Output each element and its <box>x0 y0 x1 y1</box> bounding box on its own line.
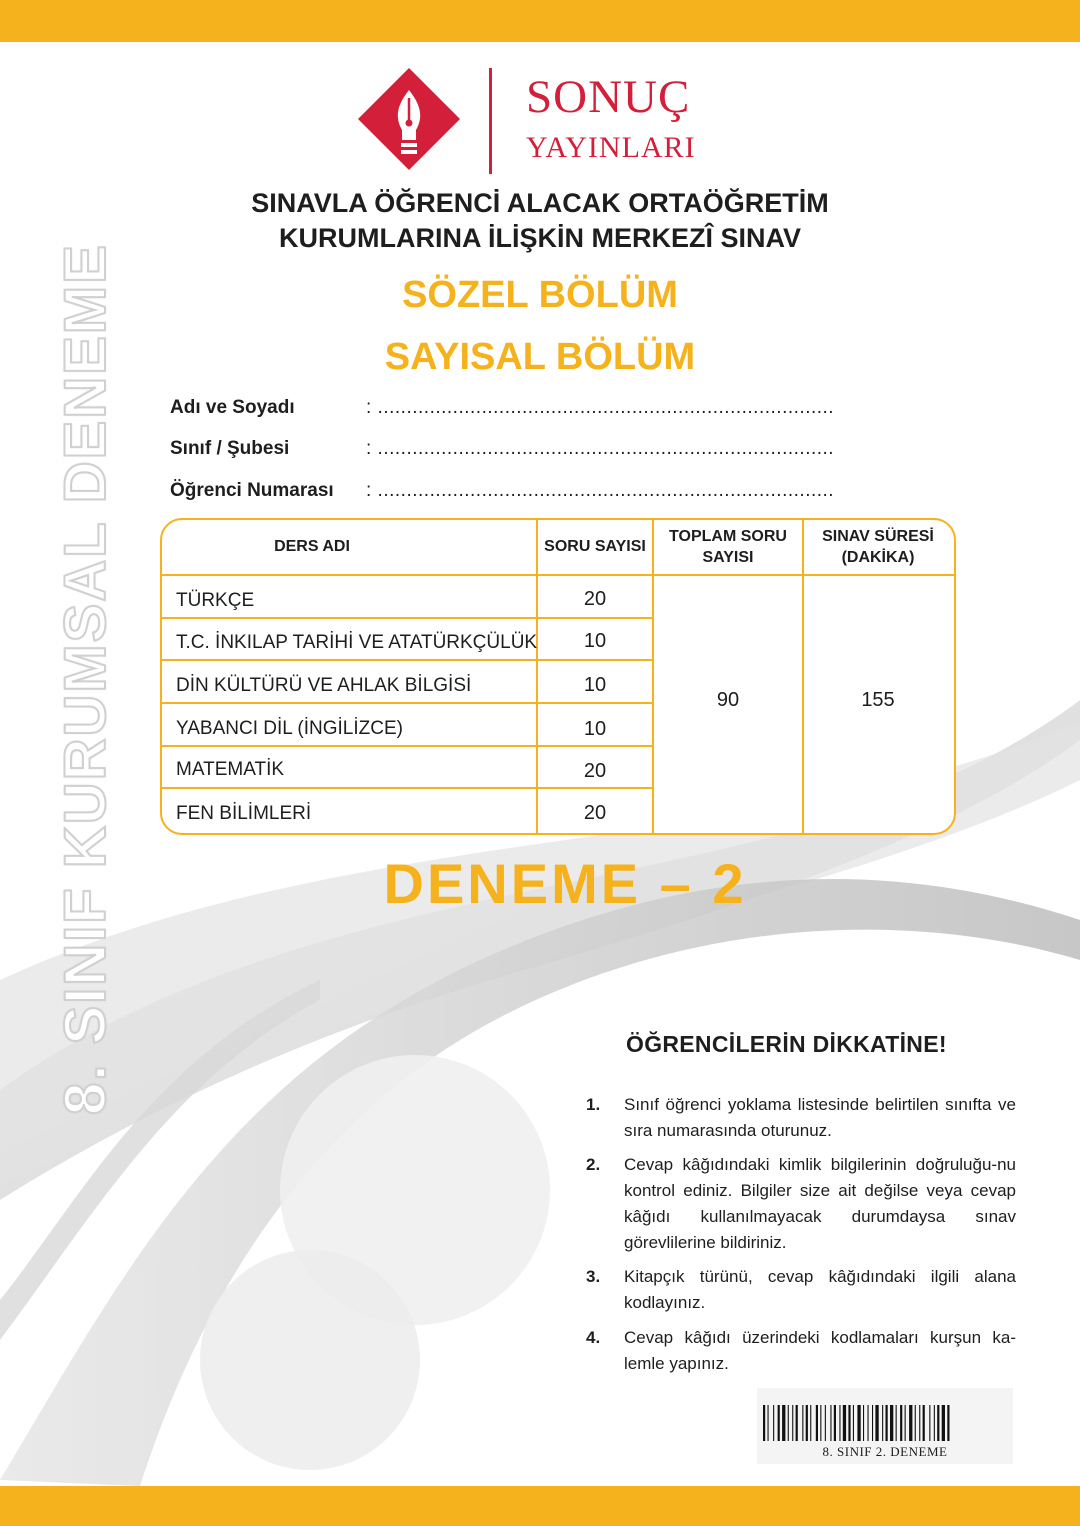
section-sayisal: SAYISAL BÖLÜM <box>384 336 696 378</box>
side-vertical-title: 8. SINIF KURUMSAL DENEME <box>53 243 118 1115</box>
field-blank[interactable]: : ............................................................................... <box>366 480 835 501</box>
field-student-number <box>170 481 834 500</box>
header-total-questions: TOPLAM SORU SAYISI <box>669 527 787 566</box>
section-sozel: SÖZEL BÖLÜM <box>402 274 678 316</box>
table-row-count: 10 <box>583 630 607 652</box>
total-questions-value: 90 <box>716 689 740 711</box>
notice-item-number: 2. <box>586 1155 601 1174</box>
duration-value: 155 <box>861 689 895 711</box>
notice-item-number: 1. <box>586 1095 601 1114</box>
table-row-count: 10 <box>583 674 607 696</box>
field-label: Adı ve Soyadı <box>170 397 295 418</box>
table-row-subject: FEN BİLİMLERİ <box>176 803 312 824</box>
brand-subtitle: YAYINLARI <box>526 131 696 164</box>
pen-nib-logo-icon <box>358 68 460 170</box>
notice-item <box>586 1152 1016 1256</box>
notice-item-number: 4. <box>586 1328 601 1347</box>
notice-item <box>586 1325 1016 1377</box>
top-color-band <box>0 0 1080 42</box>
exam-title: DENEME – 2 <box>383 852 747 915</box>
field-label: Sınıf / Şubesi <box>170 438 290 459</box>
brand-name: SONUÇ <box>526 71 691 123</box>
notice-item <box>586 1092 1016 1144</box>
field-blank[interactable]: : ............................................................................... <box>366 438 835 459</box>
table-row-count: 20 <box>583 760 607 782</box>
notice-title: ÖĞRENCİLERİN DİKKATİNE! <box>626 1031 947 1057</box>
notice-item-text: Kitapçık türünü, cevap kâğıdındaki ilgili alana kodlayınız. <box>624 1267 1016 1312</box>
row-divider <box>162 745 654 747</box>
barcode-label: 8. SINIF 2. DENEME <box>822 1444 948 1459</box>
notice-item-number: 3. <box>586 1267 601 1286</box>
column-divider <box>652 520 654 833</box>
row-divider <box>162 659 654 661</box>
notice-item-text: Cevap kâğıdı üzerindeki kodlamaları kurşun ka-lemle yapınız. <box>624 1328 1016 1373</box>
field-name <box>170 398 834 417</box>
logo-divider <box>489 68 492 174</box>
row-divider <box>162 617 654 619</box>
row-divider <box>162 702 654 704</box>
table-row-subject: MATEMATİK <box>176 759 285 780</box>
header-question-count: SORU SAYISI <box>544 538 646 556</box>
field-class <box>170 439 834 458</box>
table-row-count: 20 <box>583 802 607 824</box>
exam-heading-line2: KURUMLARINA İLİŞKİN MERKEZÎ SINAV <box>279 223 801 253</box>
table-row-subject: YABANCI DİL (İNGİLİZCE) <box>176 718 403 739</box>
notice-item-text: Cevap kâğıdındaki kimlik bilgilerinin doğruluğu-nu kontrol ediniz. Bilgiler size ait değilse veya cevap kâğıdı kullanılmayacak durumdaysa sınav görevlilerine bildiriniz. <box>624 1155 1016 1252</box>
notice-item-text: Sınıf öğrenci yoklama listesinde belirtilen sınıfta ve sıra numarasında oturunuz. <box>624 1095 1016 1140</box>
exam-heading-line1: SINAVLA ÖĞRENCİ ALACAK ORTAÖĞRETİM <box>251 188 829 218</box>
field-label: Öğrenci Numarası <box>170 480 334 501</box>
table-row-count: 10 <box>583 718 607 740</box>
bottom-color-band <box>0 1486 1080 1526</box>
subject-table <box>160 518 956 835</box>
table-row-subject: DİN KÜLTÜRÜ VE AHLAK BİLGİSİ <box>176 675 472 696</box>
row-divider <box>162 787 654 789</box>
header-divider <box>162 574 954 576</box>
column-divider <box>802 520 804 833</box>
table-row-subject: T.C. İNKILAP TARİHİ VE ATATÜRKÇÜLÜK <box>176 632 538 653</box>
notice-item <box>586 1264 1016 1316</box>
table-row-count: 20 <box>583 588 607 610</box>
header-duration: SINAV SÜRESİ (DAKİKA) <box>822 527 934 566</box>
field-blank[interactable]: : ............................................................................... <box>366 397 835 418</box>
header-subject: DERS ADI <box>274 538 350 556</box>
barcode-icon <box>763 1405 1007 1441</box>
table-row-subject: TÜRKÇE <box>176 590 255 611</box>
